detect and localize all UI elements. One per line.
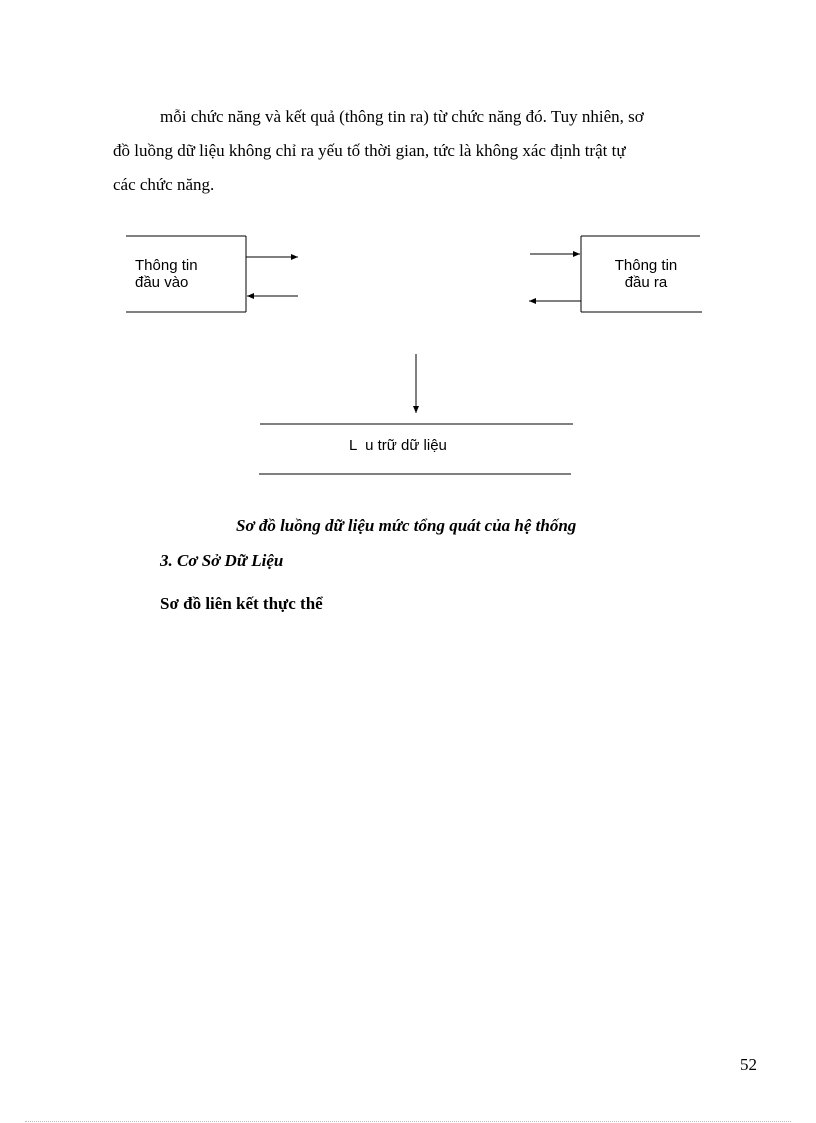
page-number: 52 <box>740 1055 757 1074</box>
section-heading: 3. Cơ Sở Dữ Liệu <box>160 551 284 570</box>
input-box-label-1: Thông tin <box>135 257 198 274</box>
body-text-line-1: mỗi chức năng và kết quả (thông tin ra) từ chức năng đó. Tuy nhiên, sơ <box>160 107 644 126</box>
bottom-divider <box>25 1121 791 1122</box>
subheading: Sơ đồ liên kết thực thể <box>160 594 323 613</box>
body-text-line-3: các chức năng. <box>113 175 215 194</box>
body-text-line-2: đồ luồng dữ liệu không chỉ ra yếu tố thời gian, tức là không xác định trật tự <box>113 141 626 160</box>
figure-caption: Sơ đồ luồng dữ liệu mức tổng quát của hệ thống <box>236 516 577 535</box>
output-box-label-2: đầu ra <box>624 274 668 291</box>
output-box-label-1: Thông tin <box>614 257 678 274</box>
datastore-label: L u trữ dữ liệu <box>349 437 447 454</box>
input-box-label-2: đầu vào <box>135 274 189 291</box>
